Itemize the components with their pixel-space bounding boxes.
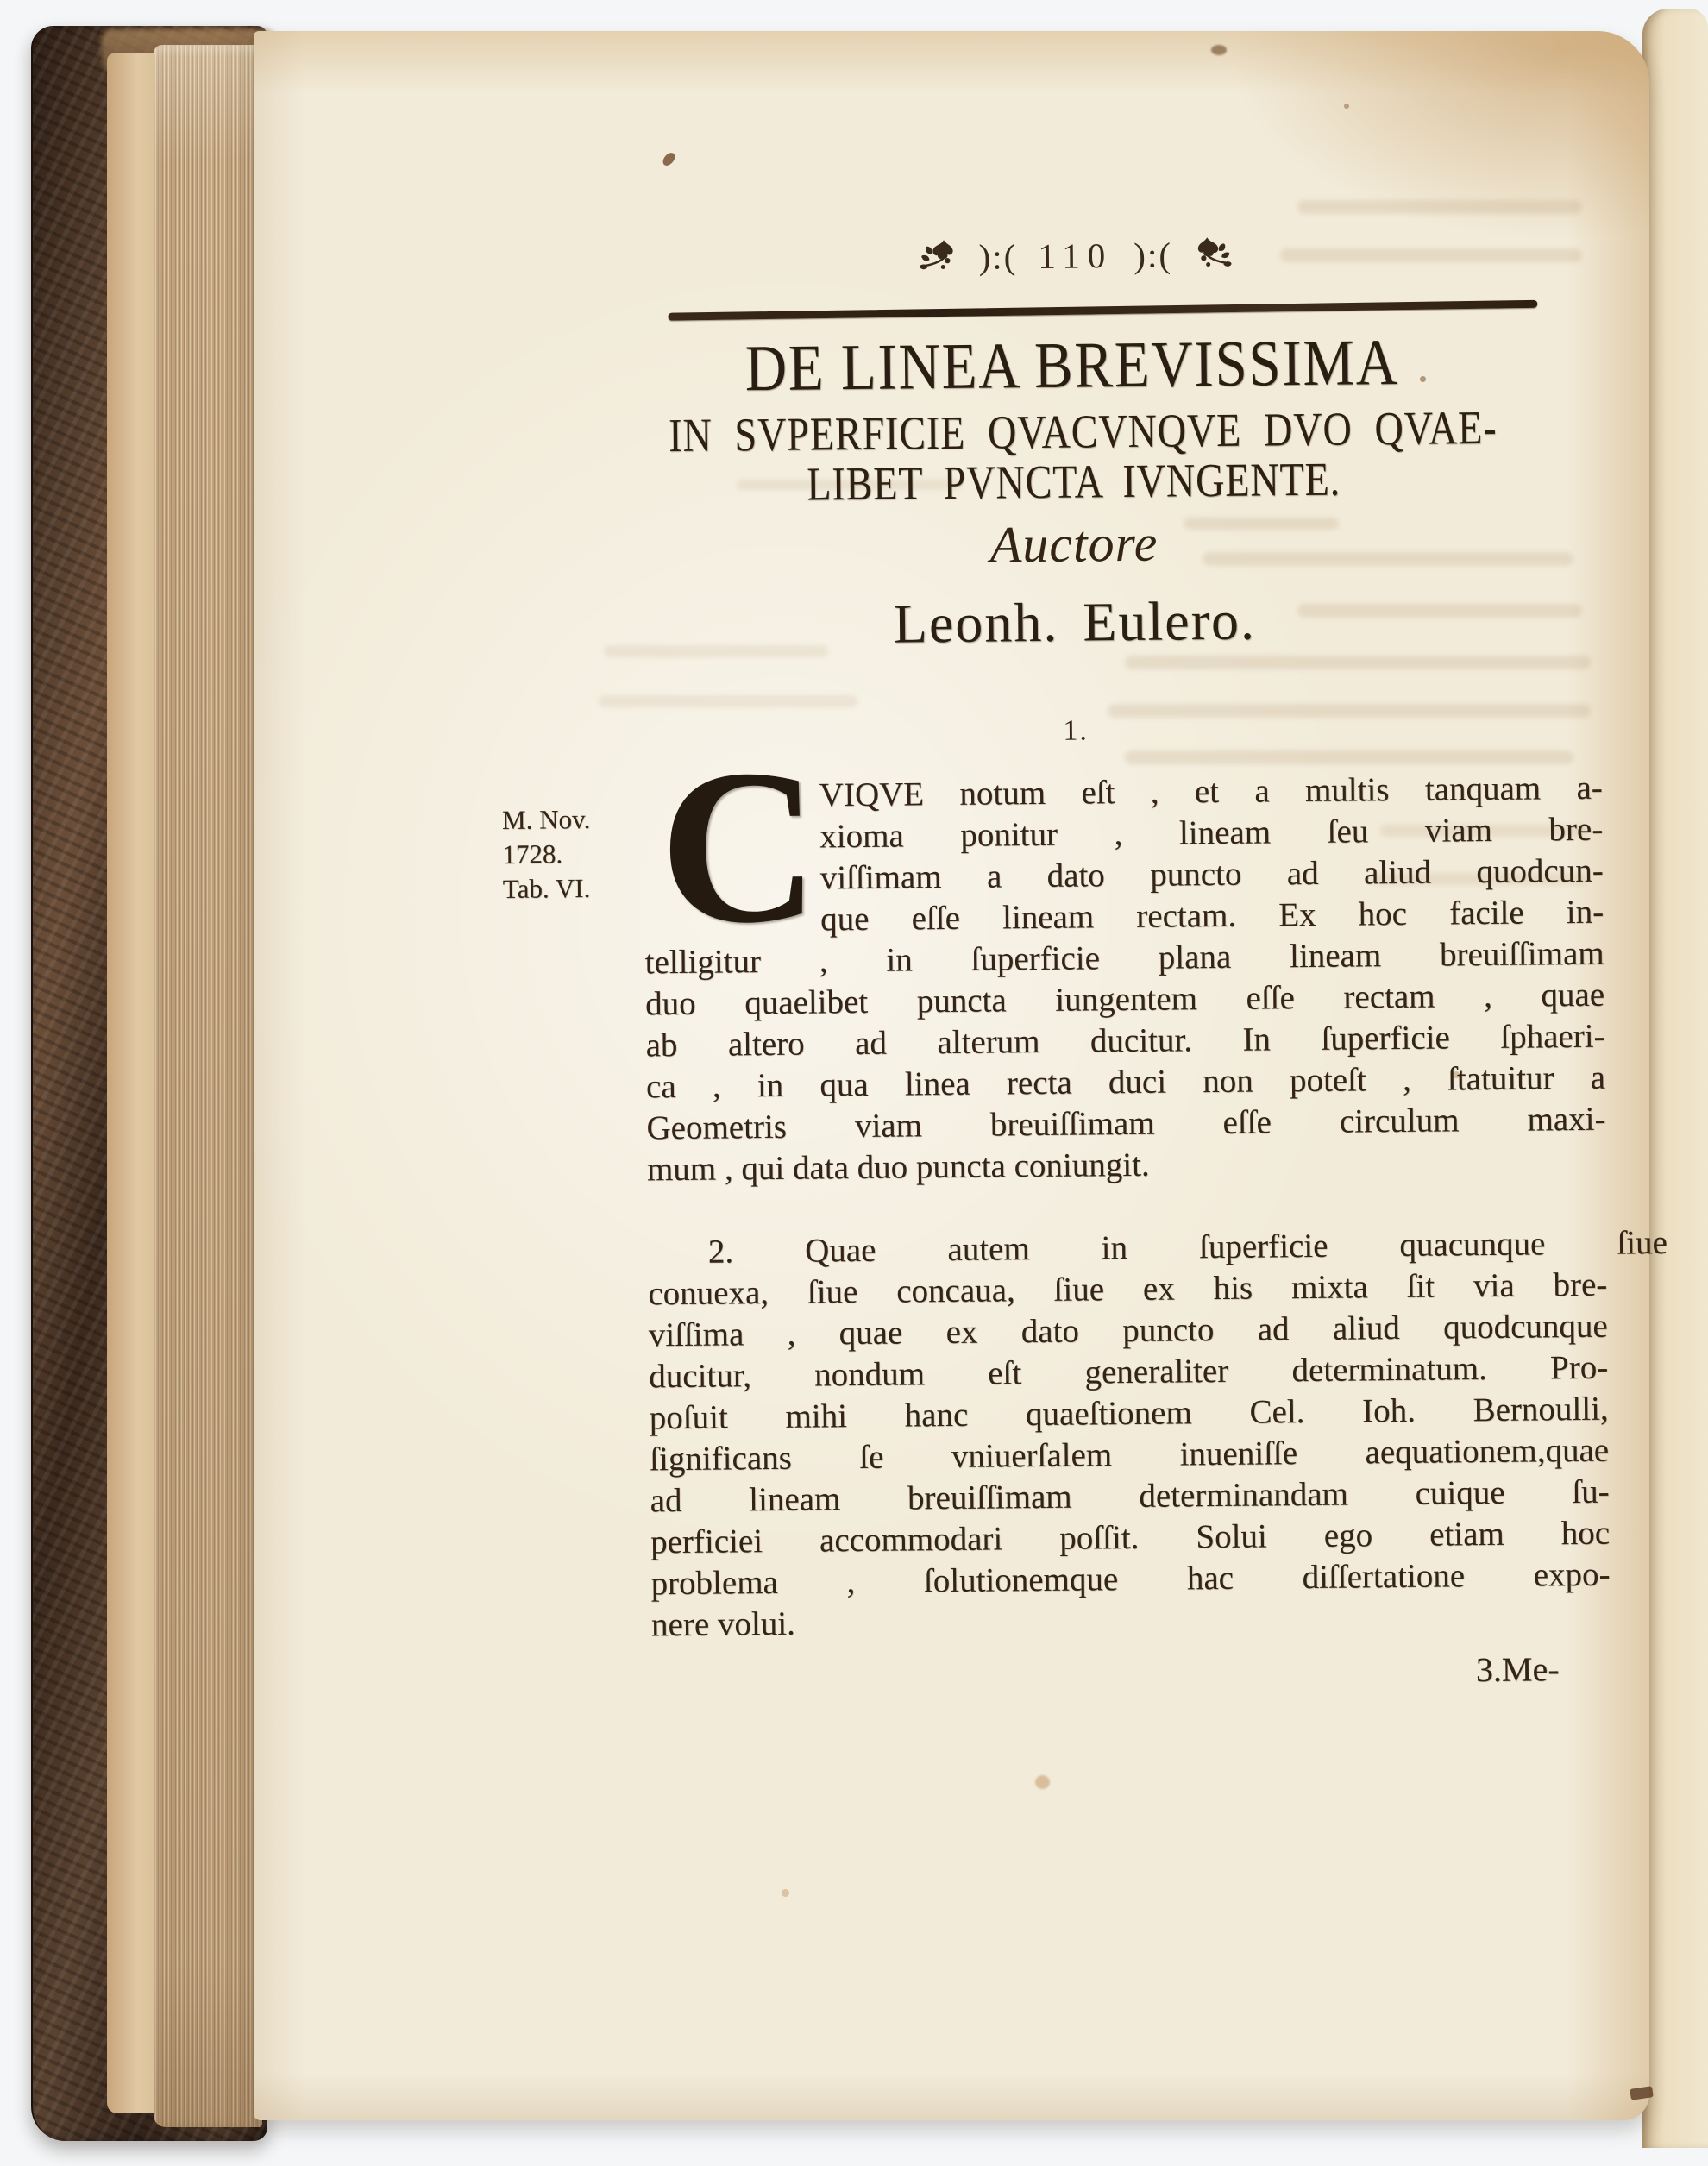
author-name: Leonh. Eulero. <box>893 589 1257 655</box>
fleuron-ornament-left-icon <box>916 238 958 276</box>
page-number: 110 <box>1038 235 1114 276</box>
text-line: ad lineam breuiſſimam determinandam cuique ſu- <box>650 1472 1610 1520</box>
text-line: VIQVE notum eſt , et a multis tanquam a- <box>819 769 1603 814</box>
text-line: telligitur , in ſuperficie plana lineam breuiſſimam <box>644 934 1604 982</box>
margin-note <box>502 802 632 907</box>
text-line: 2. Quae autem in ſuperficie quacunque ſiue <box>707 1224 1668 1271</box>
text-line: problema , ſolutionemque hac diſſertatione expo- <box>650 1555 1611 1603</box>
margin-note-line: 1728. <box>502 838 563 870</box>
title-rule <box>668 300 1537 321</box>
header-bracket-right: ):( <box>1133 235 1173 275</box>
catchword: 3.Me- <box>1475 1649 1560 1690</box>
drop-cap: C <box>658 724 820 970</box>
text-line: xioma ponitur , lineam ſeu viam bre- <box>819 810 1604 856</box>
text-line: viſſimam a dato puncto ad aliud quodcun- <box>819 851 1604 897</box>
text-line: poſuit mihi hanc quaeſtionem Cel. Ioh. Bernoulli, <box>649 1390 1609 1437</box>
article-title: DE LINEA BREVISSIMA <box>744 325 1400 405</box>
header-bracket-left: ):( <box>978 236 1018 277</box>
running-head <box>873 226 1279 286</box>
text-line: ca , in qua linea recta duci non poteſt , ſtatuitur a <box>645 1058 1606 1106</box>
article-subtitle-line1: IN SVPERFICIE QVACVNQVE DVO QVAE- <box>668 400 1498 462</box>
text-line: que eſſe lineam rectam. Ex hoc facile in- <box>819 893 1604 939</box>
text-line: nere volui. <box>650 1604 796 1644</box>
text-line: ſignificans ſe vniuerſalem inueniſſe aequationem,quae <box>649 1431 1610 1479</box>
text-line: ducitur, nondum eſt generaliter determinatum. Pro- <box>649 1348 1609 1396</box>
text-line: Geometris viam breuiſſimam eſſe circulum maxi- <box>646 1100 1606 1147</box>
text-line: duo quaelibet puncta iungentem eſſe rectam , quae <box>644 976 1605 1023</box>
section-number: 1. <box>1063 714 1089 747</box>
margin-note-line: Tab. VI. <box>502 872 591 904</box>
text-line: perficiei accommodari poſſit. Solui ego etiam hoc <box>650 1514 1611 1561</box>
text-line: viſſima , quae ex dato puncto ad aliud quodcunque <box>648 1307 1608 1354</box>
text-line: ab altero ad alterum ducitur. In ſuperficie ſphaeri- <box>645 1017 1605 1064</box>
text-line: conuexa, ſiue concaua, ſiue ex his mixta ſit via bre- <box>648 1265 1608 1313</box>
byline-auctore: Auctore <box>989 514 1159 574</box>
article-subtitle-line2: LIBET PVNCTA IVNGENTE. <box>806 452 1341 511</box>
margin-note-line: M. Nov. <box>501 803 591 835</box>
text-line: mum , qui data duo puncta coniungit. <box>646 1146 1150 1189</box>
fleuron-ornament-right-icon <box>1193 235 1234 273</box>
